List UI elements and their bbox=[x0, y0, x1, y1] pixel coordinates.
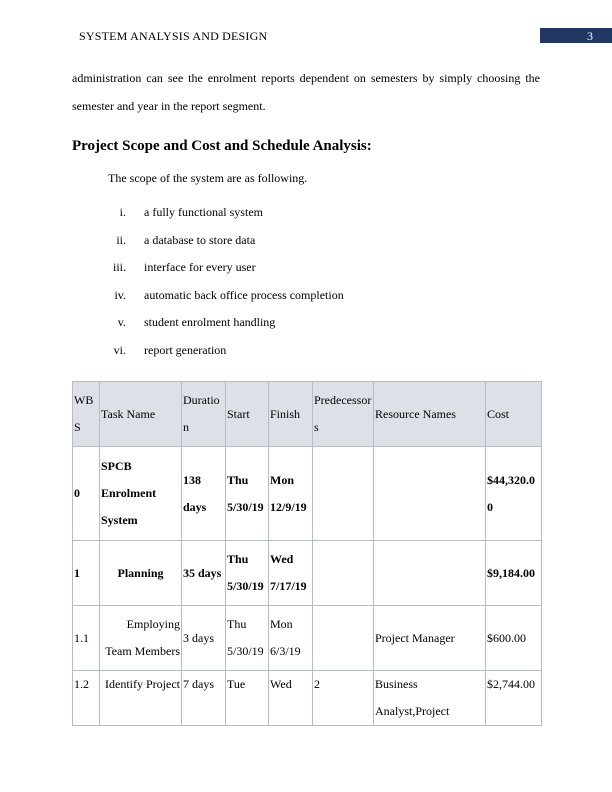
cell-finish: Wed 7/17/19 bbox=[269, 541, 313, 606]
list-number: vi. bbox=[113, 342, 126, 357]
cell-duration: 138 days bbox=[182, 447, 226, 541]
column-header-start: Start bbox=[226, 382, 269, 447]
cell-start: Thu 5/30/19 bbox=[226, 447, 269, 541]
list-text: a fully functional system bbox=[144, 205, 263, 219]
cell-finish: Mon 6/3/19 bbox=[269, 606, 313, 671]
cell-task-name: Planning bbox=[100, 541, 182, 606]
cell-predecessors: 2 bbox=[313, 671, 374, 726]
cell-duration: 35 days bbox=[182, 541, 226, 606]
cell-wbs: 1.2 bbox=[73, 671, 100, 726]
cell-finish: Wed bbox=[269, 671, 313, 726]
column-header-finish: Finish bbox=[269, 382, 313, 447]
page-header bbox=[0, 28, 612, 44]
section-heading: Project Scope and Cost and Schedule Analysis: bbox=[72, 138, 372, 154]
cell-resource-names bbox=[374, 447, 486, 541]
list-number: ii. bbox=[116, 232, 126, 247]
cell-predecessors bbox=[313, 541, 374, 606]
cell-finish: Mon 12/9/19 bbox=[269, 447, 313, 541]
cell-duration: 3 days bbox=[182, 606, 226, 671]
scope-intro: The scope of the system are as following. bbox=[108, 171, 308, 185]
continuation-paragraph bbox=[72, 65, 540, 120]
table-row bbox=[73, 541, 542, 606]
table-row bbox=[73, 671, 542, 726]
cell-cost: $2,744.00 bbox=[486, 671, 542, 726]
cell-resource-names bbox=[374, 541, 486, 606]
cell-wbs: 0 bbox=[73, 447, 100, 541]
cell-wbs: 1 bbox=[73, 541, 100, 606]
table-row bbox=[73, 606, 542, 671]
list-text: automatic back office process completion bbox=[144, 287, 344, 302]
list-number: v. bbox=[117, 315, 126, 330]
wbs-table bbox=[72, 381, 542, 726]
table-row bbox=[73, 447, 542, 541]
list-number: i. bbox=[119, 205, 126, 219]
cell-start: Thu 5/30/19 bbox=[226, 606, 269, 671]
cell-predecessors bbox=[313, 447, 374, 541]
column-header-resource-names: Resource Names bbox=[374, 382, 486, 447]
cell-cost: $44,320.00 bbox=[486, 447, 542, 541]
cell-task-name: Identify Project bbox=[100, 671, 182, 726]
column-header-wbs: WBS bbox=[73, 382, 100, 447]
column-header-task-name: Task Name bbox=[100, 382, 182, 447]
paragraph-line: administration can see the enrolment reports dependent on semesters by simply choosing the bbox=[72, 71, 540, 85]
cell-cost: $600.00 bbox=[486, 606, 542, 671]
column-header-duration: Duration bbox=[182, 382, 226, 447]
cell-duration: 7 days bbox=[182, 671, 226, 726]
cell-cost: $9,184.00 bbox=[486, 541, 542, 606]
cell-task-name: SPCB Enrolment System bbox=[100, 447, 182, 541]
list-text: a database to store data bbox=[144, 232, 256, 247]
running-head: SYSTEM ANALYSIS AND DESIGN bbox=[79, 29, 268, 43]
cell-start: Tue bbox=[226, 671, 269, 726]
cell-wbs: 1.1 bbox=[73, 606, 100, 671]
list-number: iv. bbox=[114, 287, 126, 302]
column-header-predecessors: Predecessors bbox=[313, 382, 374, 447]
page-number-box bbox=[540, 28, 612, 43]
list-number: iii. bbox=[112, 260, 126, 275]
table-header-row bbox=[73, 382, 542, 447]
column-header-cost: Cost bbox=[486, 382, 542, 447]
cell-task-name: Employing Team Members bbox=[100, 606, 182, 671]
cell-resource-names: Business Analyst,Project bbox=[374, 671, 486, 726]
list-text: report generation bbox=[144, 342, 227, 357]
list-text: interface for every user bbox=[144, 260, 256, 275]
page-number: 3 bbox=[587, 29, 593, 43]
cell-resource-names: Project Manager bbox=[374, 606, 486, 671]
cell-start: Thu 5/30/19 bbox=[226, 541, 269, 606]
cell-predecessors bbox=[313, 606, 374, 671]
paragraph-line: semester and year in the report segment. bbox=[72, 98, 266, 113]
list-text: student enrolment handling bbox=[144, 315, 276, 330]
